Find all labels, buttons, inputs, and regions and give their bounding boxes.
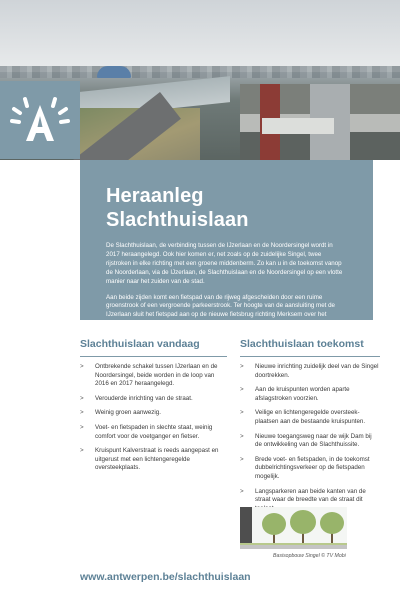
bullet-mark: > (80, 409, 84, 417)
intro-paragraph: De Slachthuislaan, de verbinding tussen de IJzerlaan en de Noordersingel wordt in 2017 heraangelegd. Ook hier komen er, net zoals op de zuidelijke Singel, twee rijstroken in elke richting met een groene middenberm. Zo kan u in de toekomst vanop de Noorderlaan, via de IJzerlaan, de Slachthuislaan en de Noordersingel op een vlotte manier naar het zuiden van de stad. (106, 242, 343, 285)
list-item: > Veilige en lichtengeregelde oversteek-plaatsen aan de bestaande kruispunten. (240, 409, 366, 425)
bullet-mark: > (240, 487, 244, 495)
column-today (80, 338, 227, 479)
illustration-caption: Basisopbouw Singel © TV Mobi (273, 553, 346, 559)
street-profile-illustration (240, 507, 347, 549)
bullet-mark: > (240, 363, 244, 370)
column-heading-today: Slachthuislaan vandaag (80, 338, 227, 357)
list-today (80, 363, 227, 473)
intro-paragraph: Aan beide zijden komt een fietspad van de rijweg afgescheiden door een ruime groenstrook of een vergroende parkeerstrook. Ter hoogte van de aansluiting met de IJzerlaan sluit het fietspad aan op de nieuwe fietsbrug richting Merksem over het Albertkanaal. (106, 293, 335, 328)
list-item: > Nieuwe inrichting zuidelijk deel van de Singel doortrekken. (240, 363, 379, 379)
column-future (240, 338, 380, 519)
list-item: > Ontbrekende schakel tussen IJzerlaan en de Noordersingel, beide worden in de loop van 2016 en 2017 heraangelegd. (80, 363, 218, 388)
list-item: > Nieuwe toegangsweg naar de wijk Dam bij de ontwikkeling van de Slachthuissite. (240, 432, 372, 449)
list-item: > Verouderde inrichting van de straat. (80, 394, 193, 402)
bullet-mark: > (240, 409, 244, 417)
bullet-mark: > (240, 455, 244, 463)
intro-panel (80, 160, 373, 328)
column-heading-future: Slachthuislaan toekomst (240, 338, 380, 357)
bullet-mark: > (80, 363, 84, 370)
bullet-mark: > (80, 423, 84, 431)
list-future (240, 363, 380, 513)
list-item: > Kruispunt Kalverstraat is reeds aangepast en uitgerust met een lichtengeregelde oversteekplaats. (80, 447, 219, 472)
antwerpen-logo (0, 81, 80, 159)
bullet-mark: > (240, 386, 244, 394)
list-item: > Brede voet- en fietspaden, in de toekomst dubbelrichtingsverkeer op de fietspaden mogelijk. (240, 455, 370, 480)
bullet-mark: > (240, 432, 244, 440)
list-item: > Weinig groen aanwezig. (80, 409, 161, 417)
page-title: Heraanleg Slachthuislaan (106, 185, 249, 231)
bullet-mark: > (80, 447, 84, 455)
bullet-mark: > (80, 394, 84, 402)
list-item: > Voet- en fietspaden in slechte staat, weinig comfort voor de voetganger en fietser. (80, 423, 213, 440)
website-link[interactable]: www.antwerpen.be/slachthuislaan (80, 571, 251, 583)
antwerpen-a-logo-icon (6, 91, 74, 149)
list-item: > Langsparkeren aan beide kanten van de straat waar de breedte van de straat dit (240, 487, 366, 504)
list-item: > Aan de kruispunten worden aparte afslagstroken voorzien. (240, 386, 350, 402)
